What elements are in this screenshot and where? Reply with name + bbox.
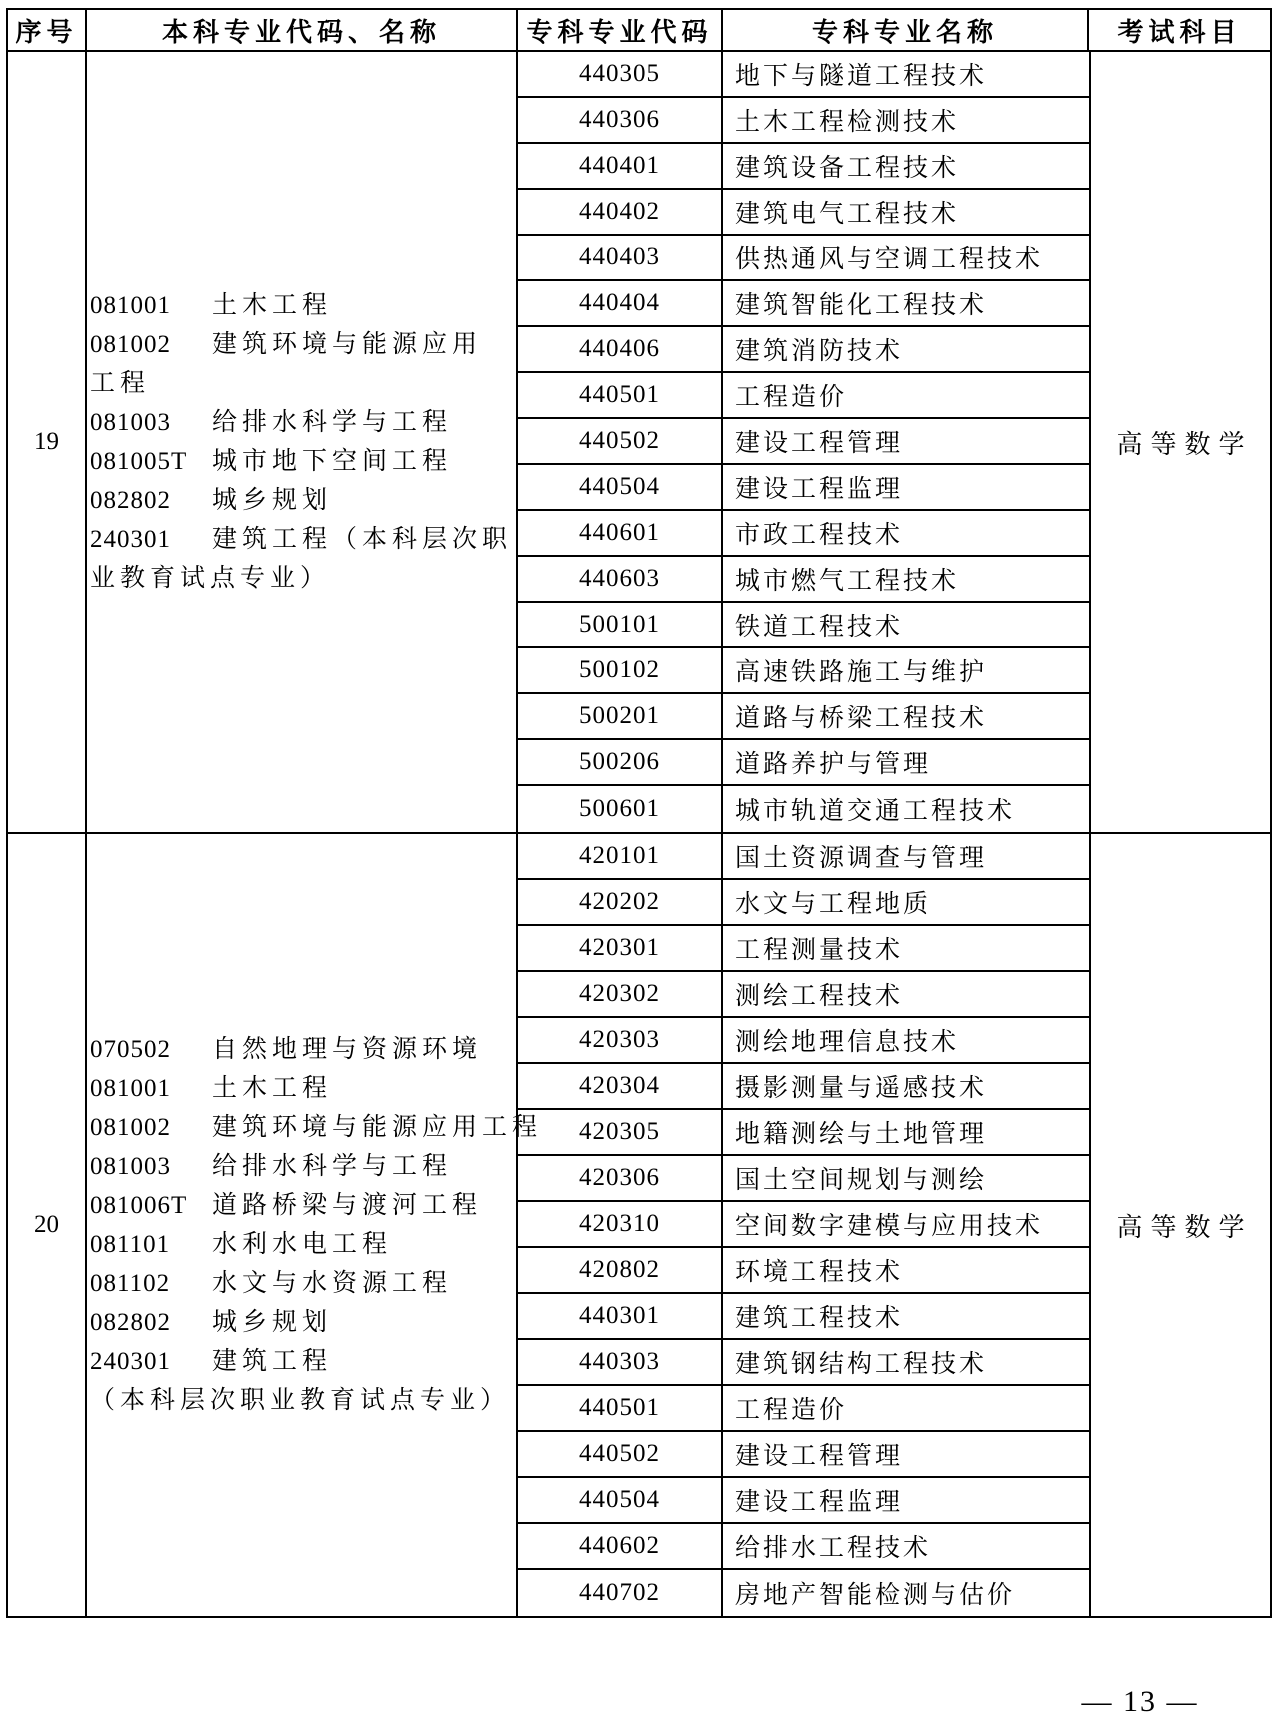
undergrad-major-name: 水文与水资源工程 — [212, 1270, 453, 1297]
college-major-code: 440501 — [518, 373, 723, 417]
college-major-row — [518, 190, 1089, 236]
college-major-row — [518, 1294, 1089, 1340]
college-major-row — [518, 786, 1089, 832]
undergrad-major-line — [90, 1342, 516, 1381]
college-major-name: 测绘工程技术 — [735, 983, 904, 1010]
college-major-row — [518, 1202, 1089, 1248]
college-major-name: 市政工程技术 — [735, 521, 904, 549]
college-major-name: 建筑设备工程技术 — [735, 154, 960, 182]
undergrad-major-code: 081005T — [90, 448, 188, 475]
undergrad-major-code: 070502 — [90, 1036, 171, 1063]
college-major-row — [518, 1110, 1089, 1156]
college-major-row — [518, 419, 1089, 465]
college-major-name: 建设工程监理 — [735, 475, 904, 503]
table-header-row — [8, 10, 1270, 52]
table-group-row — [8, 52, 1270, 834]
undergrad-major-code: 240301 — [90, 526, 171, 553]
undergrad-major-name: 建筑工程 — [212, 1348, 333, 1375]
college-major-name: 环境工程技术 — [735, 1259, 904, 1286]
undergrad-major-name: （本科层次职业教育试点专业） — [90, 1387, 511, 1414]
college-major-name: 水文与工程地质 — [735, 891, 932, 918]
college-major-code: 440401 — [518, 144, 723, 188]
college-major-row — [518, 603, 1089, 649]
college-major-row — [518, 236, 1089, 282]
undergrad-major-line — [90, 1381, 516, 1420]
undergrad-major-line — [90, 1186, 516, 1225]
college-major-code: 440502 — [518, 1432, 723, 1476]
college-major-code: 440501 — [518, 1386, 723, 1430]
undergrad-major-code: 081006T — [90, 1192, 188, 1219]
undergrad-major-name: 给排水科学与工程 — [212, 409, 453, 436]
undergrad-major-name: 工程 — [90, 370, 151, 397]
college-major-row — [518, 1340, 1089, 1386]
college-major-row — [518, 1524, 1089, 1570]
college-major-row — [518, 740, 1089, 786]
college-major-row — [518, 1064, 1089, 1110]
undergrad-major-code: 081002 — [90, 1114, 171, 1141]
college-major-row — [518, 98, 1089, 144]
college-major-code: 420301 — [518, 926, 723, 970]
undergrad-major-name: 土木工程 — [212, 292, 333, 319]
undergrad-majors-cell — [87, 834, 543, 1616]
college-major-name: 建筑钢结构工程技术 — [735, 1351, 988, 1378]
undergrad-major-line — [90, 1147, 516, 1186]
college-major-name: 城市燃气工程技术 — [735, 567, 960, 595]
undergrad-major-line — [90, 1069, 516, 1108]
undergrad-major-name: 城乡规划 — [212, 1309, 333, 1336]
college-major-code: 440502 — [518, 419, 723, 463]
college-major-name: 工程造价 — [735, 384, 848, 412]
undergrad-major-line — [90, 442, 516, 481]
undergrad-major-name: 城市地下空间工程 — [212, 448, 453, 475]
group-seq-number: 19 — [8, 52, 87, 832]
header-exam-subject: 考试科目 — [1117, 16, 1242, 47]
header-college-code: 专科专业代码 — [518, 10, 723, 50]
header-undergrad-code-name: 本科专业代码、名称 — [87, 10, 518, 50]
group-seq-number: 20 — [8, 834, 87, 1616]
college-major-name: 国土空间规划与测绘 — [735, 1167, 988, 1194]
college-major-name: 地下与隧道工程技术 — [735, 62, 988, 90]
college-major-row — [518, 1432, 1089, 1478]
college-major-row — [518, 465, 1089, 511]
college-major-name: 工程测量技术 — [735, 937, 904, 964]
college-major-row — [518, 648, 1089, 694]
college-majors-subtable — [518, 834, 1091, 1616]
college-major-name: 城市轨道交通工程技术 — [735, 798, 1016, 826]
table-group-row — [8, 834, 1270, 1616]
college-major-name: 建设工程管理 — [735, 429, 904, 457]
exam-subject-cell: 高等数学 — [1116, 1212, 1253, 1242]
undergrad-major-name: 建筑工程（本科层次职 — [212, 526, 513, 553]
college-major-row — [518, 144, 1089, 190]
header-seq: 序号 — [8, 10, 87, 50]
college-major-code: 440602 — [518, 1524, 723, 1568]
undergrad-major-line — [90, 520, 516, 559]
undergrad-major-line — [90, 1225, 516, 1264]
college-major-code: 440402 — [518, 190, 723, 234]
college-major-name: 道路养护与管理 — [735, 751, 932, 779]
college-major-row — [518, 511, 1089, 557]
college-major-code: 440303 — [518, 1340, 723, 1384]
undergrad-major-code: 240301 — [90, 1348, 171, 1375]
undergrad-major-code: 081003 — [90, 409, 171, 436]
college-major-row — [518, 52, 1089, 98]
undergrad-major-name: 业教育试点专业） — [90, 565, 331, 592]
undergrad-major-line — [90, 559, 516, 598]
college-major-code: 500201 — [518, 694, 723, 738]
college-major-name: 国土资源调查与管理 — [735, 845, 988, 872]
college-major-code: 500601 — [518, 786, 723, 832]
header-college-name: 专科专业名称 — [723, 10, 1089, 50]
college-major-name: 供热通风与空调工程技术 — [735, 246, 1044, 274]
college-major-row — [518, 1478, 1089, 1524]
college-major-code: 440305 — [518, 52, 723, 96]
college-major-name: 铁道工程技术 — [735, 613, 904, 641]
college-major-code: 440504 — [518, 1478, 723, 1522]
undergrad-major-name: 建筑环境与能源应用 — [212, 331, 483, 358]
college-major-code: 420303 — [518, 1018, 723, 1062]
page-number: — 13 — — [1081, 1685, 1199, 1718]
college-major-code: 500101 — [518, 603, 723, 647]
college-major-code: 500102 — [518, 648, 723, 692]
undergrad-major-code: 081001 — [90, 292, 171, 319]
undergrad-major-name: 建筑环境与能源应用工程 — [212, 1114, 543, 1141]
college-major-code: 420305 — [518, 1110, 723, 1154]
undergrad-major-line — [90, 1264, 516, 1303]
college-major-name: 建设工程管理 — [735, 1443, 904, 1470]
college-major-name: 建设工程监理 — [735, 1489, 904, 1516]
exam-subject-cell: 高等数学 — [1116, 429, 1253, 459]
college-major-row — [518, 1386, 1089, 1432]
college-major-code: 420306 — [518, 1156, 723, 1200]
undergrad-major-name: 水利水电工程 — [212, 1231, 393, 1258]
undergrad-major-name: 城乡规划 — [212, 487, 333, 514]
undergrad-major-line — [90, 481, 516, 520]
undergrad-major-code: 082802 — [90, 487, 171, 514]
college-major-code: 440306 — [518, 98, 723, 142]
college-major-code: 440406 — [518, 327, 723, 371]
college-major-row — [518, 557, 1089, 603]
undergrad-major-name: 给排水科学与工程 — [212, 1153, 453, 1180]
college-major-code: 440504 — [518, 465, 723, 509]
college-major-code: 420310 — [518, 1202, 723, 1246]
undergrad-major-name: 自然地理与资源环境 — [212, 1036, 483, 1063]
college-major-code: 420802 — [518, 1248, 723, 1292]
undergrad-major-line — [90, 286, 516, 325]
college-major-code: 440403 — [518, 236, 723, 280]
college-majors-subtable — [518, 52, 1091, 832]
college-major-code: 500206 — [518, 740, 723, 784]
college-major-row — [518, 327, 1089, 373]
undergrad-major-code: 081102 — [90, 1270, 171, 1297]
college-major-row — [518, 694, 1089, 740]
college-major-code: 420202 — [518, 880, 723, 924]
undergrad-major-name: 土木工程 — [212, 1075, 333, 1102]
undergrad-major-line — [90, 403, 516, 442]
undergrad-major-line — [90, 1108, 543, 1147]
college-major-name: 给排水工程技术 — [735, 1535, 932, 1562]
college-major-name: 建筑消防技术 — [735, 338, 904, 366]
college-major-name: 空间数字建模与应用技术 — [735, 1213, 1044, 1240]
college-major-name: 工程造价 — [735, 1397, 848, 1424]
college-major-name: 摄影测量与遥感技术 — [735, 1075, 988, 1102]
undergrad-major-code: 082802 — [90, 1309, 171, 1336]
college-major-name: 建筑智能化工程技术 — [735, 292, 988, 320]
college-major-row — [518, 1018, 1089, 1064]
undergrad-major-line — [90, 1303, 516, 1342]
college-major-code: 440404 — [518, 281, 723, 325]
college-major-name: 测绘地理信息技术 — [735, 1029, 960, 1056]
college-major-row — [518, 1248, 1089, 1294]
college-major-row — [518, 1156, 1089, 1202]
college-major-name: 道路与桥梁工程技术 — [735, 705, 988, 733]
college-major-row — [518, 834, 1089, 880]
college-major-code: 440601 — [518, 511, 723, 555]
college-major-code: 420302 — [518, 972, 723, 1016]
undergrad-major-code: 081001 — [90, 1075, 171, 1102]
undergrad-major-name: 道路桥梁与渡河工程 — [212, 1192, 483, 1219]
college-major-row — [518, 926, 1089, 972]
undergrad-majors-cell — [87, 52, 518, 832]
undergrad-major-code: 081101 — [90, 1231, 171, 1258]
college-major-name: 地籍测绘与土地管理 — [735, 1121, 988, 1148]
college-major-code: 420304 — [518, 1064, 723, 1108]
college-major-row — [518, 373, 1089, 419]
table-body — [8, 52, 1270, 1616]
college-major-code: 440301 — [518, 1294, 723, 1338]
undergrad-major-code: 081002 — [90, 331, 171, 358]
undergrad-major-line — [90, 325, 516, 364]
college-major-name: 建筑电气工程技术 — [735, 200, 960, 228]
college-major-name: 高速铁路施工与维护 — [735, 659, 988, 687]
college-major-row — [518, 1570, 1089, 1616]
college-major-code: 440603 — [518, 557, 723, 601]
undergrad-major-line — [90, 1030, 516, 1069]
college-major-code: 420101 — [518, 834, 723, 878]
college-major-code: 440702 — [518, 1570, 723, 1616]
majors-table — [6, 8, 1272, 1618]
college-major-row — [518, 972, 1089, 1018]
college-major-row — [518, 880, 1089, 926]
college-major-name: 建筑工程技术 — [735, 1305, 904, 1332]
undergrad-major-code: 081003 — [90, 1153, 171, 1180]
undergrad-major-line — [90, 364, 516, 403]
college-major-row — [518, 281, 1089, 327]
college-major-name: 土木工程检测技术 — [735, 108, 960, 136]
college-major-name: 房地产智能检测与估价 — [735, 1582, 1016, 1609]
